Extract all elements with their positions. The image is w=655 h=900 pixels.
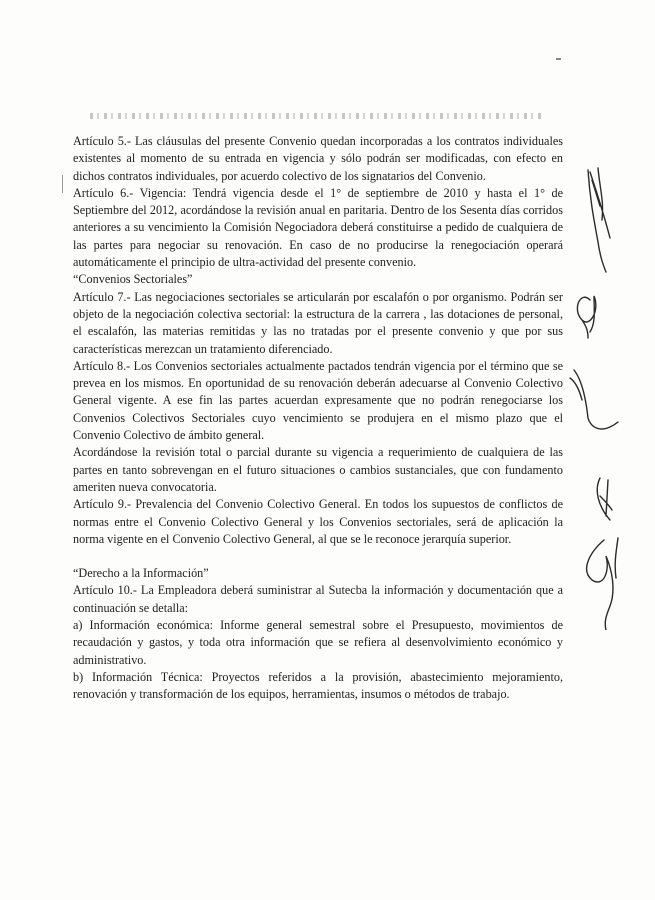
paragraph-articulo-9: Artículo 9.- Prevalencia del Convenio Colectivo General. En todos los supuestos de conflictos de normas entre el Convenio Colectivo General y los Convenios sectoriales, será de aplicación la norma vigente en el Convenio Colectivo General, al que se le reconoce jerarquía superior. (73, 497, 563, 546)
margin-mark (62, 175, 63, 193)
paragraph-articulo-5: Artículo 5.- Las cláusulas del presente Convenio quedan incorporadas a los contratos individuales existentes al momento de su entrada en vigencia y sólo podrán ser modificadas, con efecto en dichos contratos individuales, por acuerdo colectivo de los signatarios del Convenio. (73, 134, 563, 183)
signature-stroke-4 (597, 478, 612, 520)
scan-speck (556, 58, 561, 60)
handwritten-signatures (560, 160, 655, 630)
signature-stroke-2 (577, 296, 595, 338)
paragraph-articulo-7: Artículo 7.- Las negociaciones sectoriales se articularán por escalafón o por organismo. Podrán ser objeto de la negociación colectiva sectorial: la estructura de la carrera , las dotaciones de personal, el escalafón, las materias remitidas y las no tratadas por el presente convenio y que por sus características merezcan un tratamiento diferenciado. (73, 289, 563, 356)
heading-derecho-informacion: “Derecho a la Información” (73, 566, 209, 581)
document-body (73, 133, 563, 704)
paragraph-articulo-6: Artículo 6.- Vigencia: Tendrá vigencia desde el 1° de septiembre de 2010 y hasta el 1° de Septiembre del 2012, acordándose la revisión anual en paritaria. Dentro de los Sesenta días corridos anteriores a su vencimiento la Comisión Negociadora deberá constituirse a pedido de cualquiera de las partes para negociar su renovación. En caso de no producirse la renegociación operará automáticamente el principio de ultra-actividad del presente convenio. (73, 185, 563, 270)
paragraph-item-a: a) Información económica: Informe general semestral sobre el Presupuesto, movimientos de recaudación y gastos, y toda otra información que se refiera al desenvolvimiento económico y administrativo. (73, 618, 563, 667)
signature-stroke-5 (587, 538, 618, 630)
paragraph-articulo-10: Artículo 10.- La Empleadora deberá suministrar al Sutecba la información y documentación que a continuación se detalla: (73, 583, 563, 615)
heading-convenios-sectoriales: “Convenios Sectoriales” (73, 272, 193, 287)
paragraph-articulo-8: Artículo 8.- Los Convenios sectoriales actualmente pactados tendrán vigencia por el término que se prevea en los mismos. En oportunidad de su renovación deberán adecuarse al Convenio Colectivo General vigente. A ese fin las partes acuerdan expresamente que no podrán renegociarse los Convenios Colectivos Sectoriales cuyo vencimiento se produjera en el mismo plazo que el Convenio Colectivo de ámbito general. (73, 358, 563, 443)
paragraph-gap (73, 548, 563, 565)
paragraph-item-b: b) Información Técnica: Proyectos referidos a la provisión, abastecimiento mejoramiento, renovación y transformación de los equipos, herramientas, insumos o métodos de trabajo. (73, 669, 563, 702)
signature-stroke-3 (570, 370, 618, 429)
scan-artifact-line (90, 113, 545, 119)
paragraph-acordandose: Acordándose la revisión total o parcial durante su vigencia a requerimiento de cualquiera de las partes en tanto sobrevengan en el futuro situaciones o cambios sustanciales, que con fundamento ameriten nueva convocatoria. (73, 445, 563, 494)
signature-stroke-1 (588, 168, 610, 272)
